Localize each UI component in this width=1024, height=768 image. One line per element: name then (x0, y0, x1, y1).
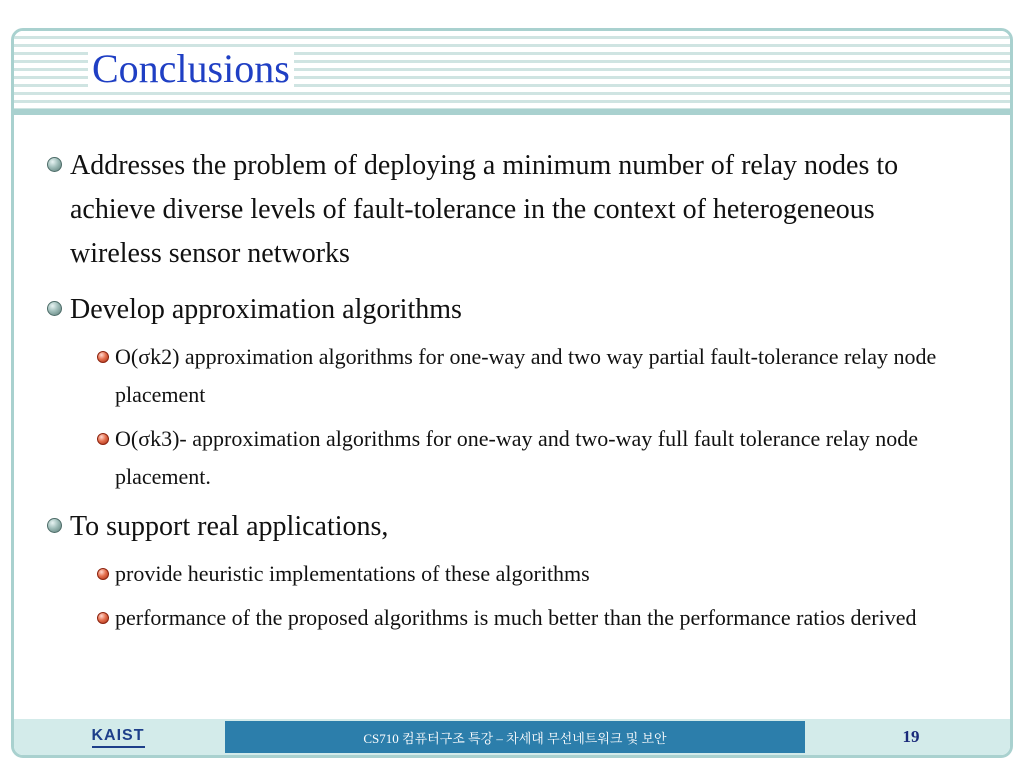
red-sphere-bullet-icon (97, 612, 109, 624)
sub-bullet-item: provide heuristic implementations of these algorithms (115, 561, 590, 586)
red-sphere-bullet-icon (97, 433, 109, 445)
course-label: CS710 컴퓨터구조 특강 – 차세대 무선네트워크 및 보안 (225, 721, 805, 753)
teal-sphere-bullet-icon (47, 518, 62, 533)
sub-bullet-item: O(σk3)- approximation algorithms for one-way and two-way full fault tolerance relay node placement. (115, 426, 918, 489)
slide-footer (14, 719, 1010, 755)
kaist-logo (14, 719, 222, 755)
red-sphere-bullet-icon (97, 351, 109, 363)
teal-sphere-bullet-icon (47, 157, 62, 172)
sub-bullet-item: O(σk2) approximation algorithms for one-way and two way partial fault-tolerance relay node placement (115, 344, 937, 407)
red-sphere-bullet-icon (97, 568, 109, 580)
page-number: 19 (902, 727, 920, 746)
header-divider (14, 109, 1010, 115)
bullet-item: Addresses the problem of deploying a minimum number of relay nodes to achieve diverse levels of fault-tolerance in the context of heterogeneous wireless sensor networks (70, 150, 899, 269)
teal-sphere-bullet-icon (47, 301, 62, 316)
logo-text: KAIST (92, 727, 145, 748)
slide-title: Conclusions (88, 49, 294, 89)
bullet-item: To support real applications, (70, 511, 389, 542)
sub-bullet-item: performance of the proposed algorithms is much better than the performance ratios derived (115, 605, 917, 630)
bullet-item: Develop approximation algorithms (70, 294, 462, 325)
